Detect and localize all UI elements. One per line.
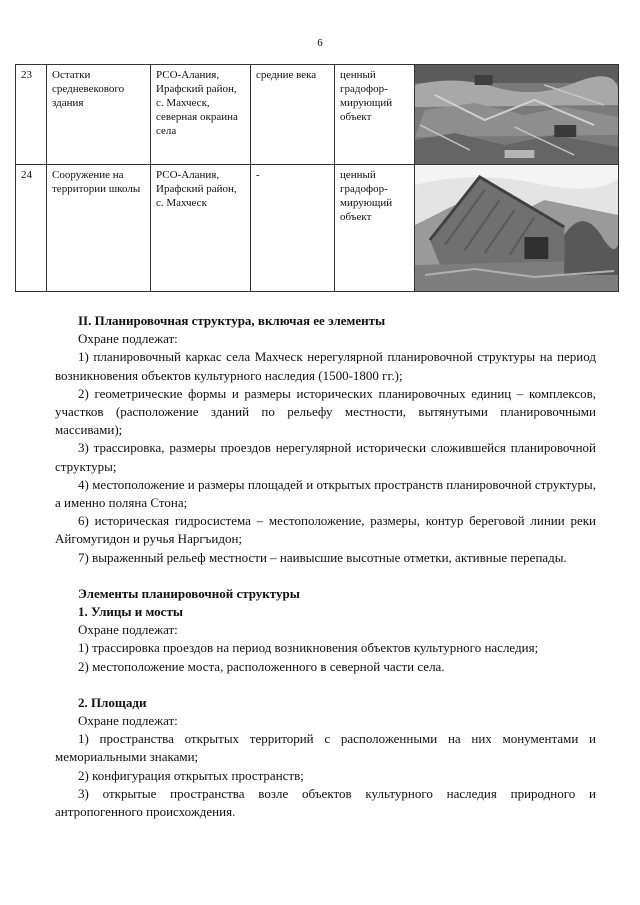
list-item: 2) конфигурация открытых пространств;	[78, 767, 304, 783]
object-name: Остатки средневекового здания	[47, 65, 151, 165]
photo-cell	[415, 65, 619, 165]
list-item: 1) планировочный каркас села Махческ нерегулярной планировочной структуры на период возникновения объектов культурного наследия (1500-1800 гг.);	[55, 349, 596, 383]
object-status: ценный градофор-мирующий объект	[335, 65, 415, 165]
list-item: 3) трассировка, размеры проездов нерегулярной исторически сложившейся планировочной структуры;	[55, 440, 596, 474]
heritage-objects-table	[15, 64, 619, 292]
object-date: -	[251, 165, 335, 292]
protection-intro: Охране подлежат:	[78, 713, 178, 729]
page-number: 6	[317, 37, 323, 49]
object-location: РСО-Алания, Ирафский район, с. Махческ	[151, 165, 251, 292]
object-status: ценный градофор-мирующий объект	[335, 165, 415, 292]
list-item: 4) местоположение и размеры площадей и открытых пространств планировочной структуры, а именно поляна Стона;	[55, 476, 596, 511]
row-number: 24	[16, 165, 47, 292]
list-item: 2) геометрические формы и размеры исторических планировочных единиц – комплексов, участков (расположение зданий по рельефу местности, вытянутыми планировочными массивами);	[55, 385, 596, 438]
elements-heading: Элементы планировочной структуры	[78, 585, 300, 601]
object-date: средние века	[251, 65, 335, 165]
list-item: 1) трассировка проездов на период возникновения объектов культурного наследия;	[78, 640, 539, 656]
table-row	[16, 165, 619, 292]
photo-cell	[415, 165, 619, 292]
list-item: 7) выраженный рельеф местности – наивысшие высотные отметки, активные перепады.	[78, 549, 567, 565]
protection-intro: Охране подлежат:	[78, 622, 178, 638]
object-name: Сооружение на территории школы	[47, 165, 151, 292]
row-number: 23	[16, 65, 47, 165]
object-location: РСО-Алания, Ирафский район, с. Махческ, северная окраина села	[151, 65, 251, 165]
list-item: 3) открытые пространства возле объектов культурного наследия природного и антропогенного происхождения.	[55, 785, 596, 820]
streets-heading: 1. Улицы и мосты	[78, 604, 183, 620]
section-heading: II. Планировочная структура, включая ее элементы	[78, 313, 386, 328]
squares-heading: 2. Площади	[78, 694, 147, 710]
ruins-photo	[415, 65, 618, 164]
list-item: 6) историческая гидросистема – местоположение, размеры, контур береговой линии реки Айгомугидон и ручья Наргъидон;	[55, 513, 596, 547]
list-item: 1) пространства открытых территорий с расположенными на них монументами и мемориальными знаками;	[55, 731, 596, 765]
building-photo	[415, 165, 618, 291]
document-body	[55, 312, 596, 821]
protection-intro: Охране подлежат:	[78, 331, 178, 347]
table-row	[16, 65, 619, 165]
list-item: 2) местоположение моста, расположенного в северной части села.	[78, 658, 445, 674]
